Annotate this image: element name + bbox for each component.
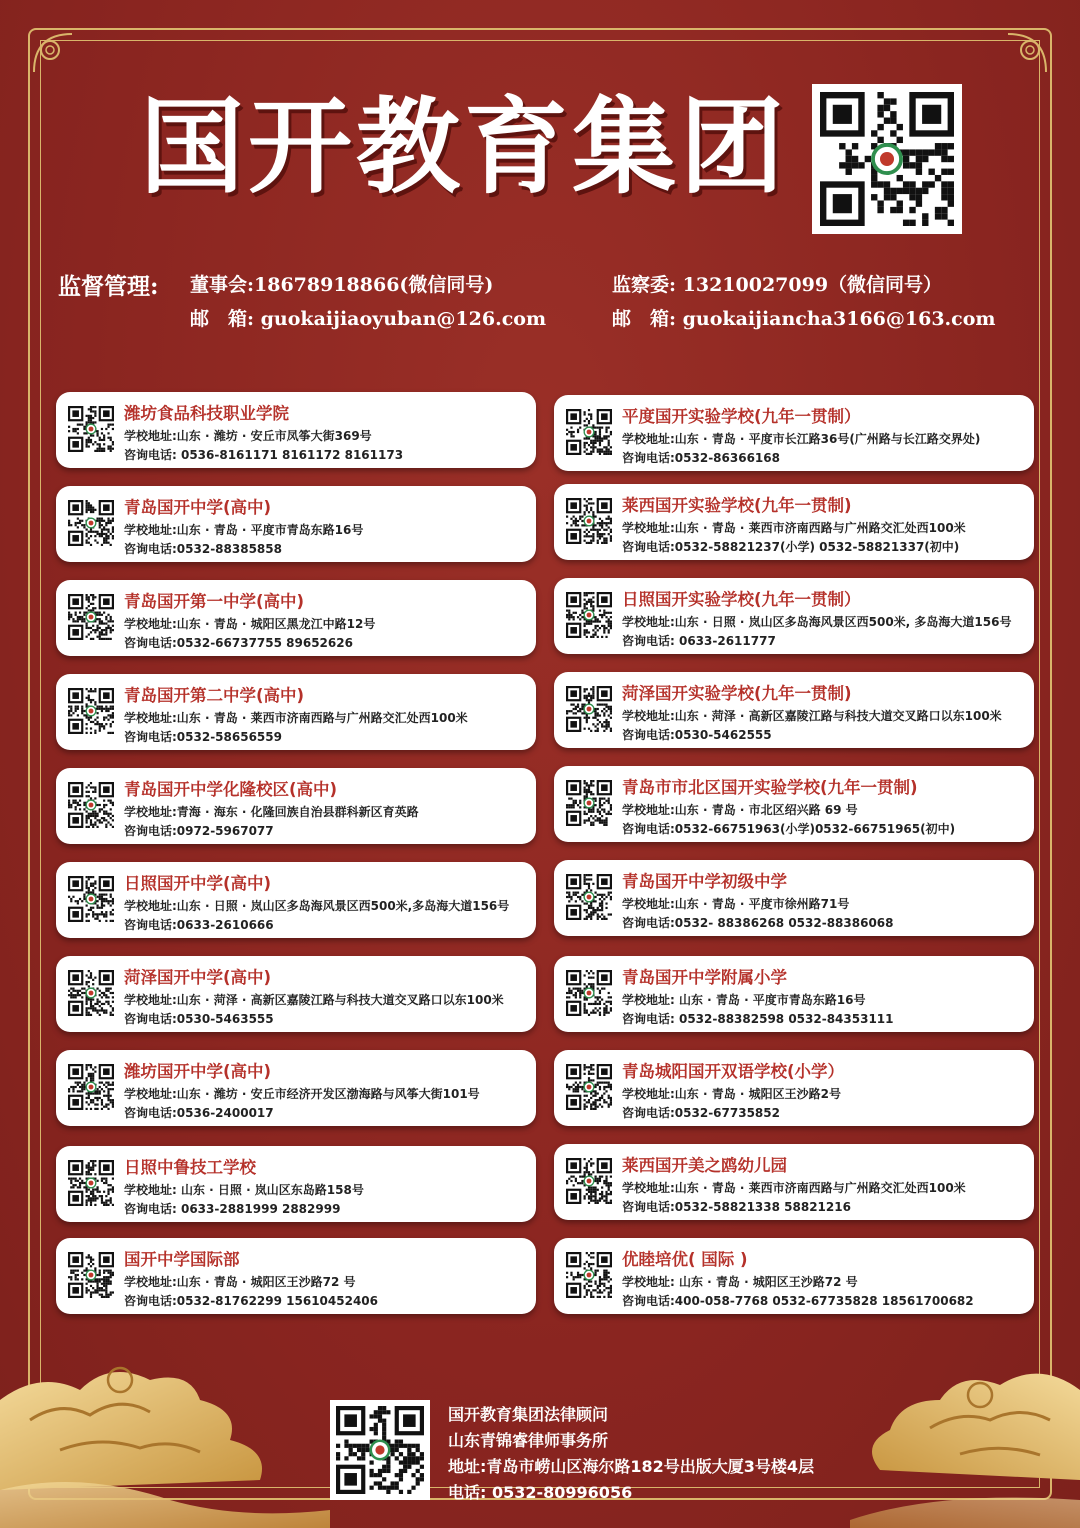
school-card[interactable]	[56, 674, 536, 750]
school-phone: 咨询电话:400-058-7768 0532-67735828 18561700682	[622, 1294, 974, 1308]
school-address: 学校地址:山东 · 日照 · 岚山区多岛海风景区西500米, 多岛海大道156号	[622, 615, 1012, 629]
school-address: 学校地址:山东 · 潍坊 · 安丘市经济开发区渤海路与风筝大街101号	[124, 1087, 480, 1101]
qr-code-icon	[566, 1252, 612, 1298]
qr-code-icon	[68, 970, 114, 1016]
qr-code-icon	[820, 92, 954, 226]
school-name: 青岛城阳国开双语学校(小学）	[622, 1062, 845, 1081]
school-name: 优睦培优( 国际 )	[622, 1250, 748, 1269]
qr-code-icon	[68, 1252, 114, 1298]
school-phone: 咨询电话:0633-2610666	[124, 918, 274, 932]
committee-contact: 监察委: 13210027099（微信同号）	[612, 274, 943, 296]
school-card[interactable]	[554, 672, 1034, 748]
school-phone: 咨询电话:0532- 88386268 0532-88386068	[622, 916, 894, 930]
qr-code-icon	[68, 876, 114, 922]
school-address: 学校地址:山东 · 日照 · 岚山区多岛海风景区西500米,多岛海大道156号	[124, 899, 510, 913]
cloud-ornament-icon	[850, 1350, 1080, 1528]
qr-code-icon	[68, 1160, 114, 1206]
legal-phone: 电话: 0532-80996056	[448, 1483, 633, 1502]
qr-code-icon	[68, 594, 114, 640]
supervision-label: 监督管理:	[58, 273, 159, 300]
school-address: 学校地址:山东 · 菏泽 · 高新区嘉陵江路与科技大道交叉路口以东100米	[622, 709, 1002, 723]
school-name: 青岛国开中学(高中)	[124, 498, 272, 517]
school-name: 莱西国开实验学校(九年一贯制)	[622, 496, 852, 515]
board-contact: 董事会:18678918866(微信同号)	[190, 274, 494, 296]
qr-code-icon	[566, 874, 612, 920]
qr-code-icon	[566, 780, 612, 826]
school-address: 学校地址: 山东 · 日照 · 岚山区东岛路158号	[124, 1183, 364, 1197]
school-card[interactable]	[554, 956, 1034, 1032]
school-name: 青岛市市北区国开实验学校(九年一贯制)	[622, 778, 918, 797]
committee-email: 邮 箱: guokaijiancha3166@163.com	[612, 308, 996, 330]
school-phone: 咨询电话:0532-86366168	[622, 451, 780, 465]
school-name: 国开中学国际部	[124, 1250, 240, 1269]
school-card[interactable]	[56, 580, 536, 656]
school-card[interactable]	[56, 1146, 536, 1222]
school-name: 青岛国开第二中学(高中)	[124, 686, 305, 705]
school-phone: 咨询电话:0532-58821237(小学) 0532-58821337(初中)	[622, 540, 960, 554]
school-card[interactable]	[56, 862, 536, 938]
school-card[interactable]	[56, 956, 536, 1032]
qr-code-icon	[566, 1158, 612, 1204]
school-card[interactable]	[56, 1238, 536, 1314]
school-phone: 咨询电话:0532-81762299 15610452406	[124, 1294, 378, 1308]
school-address: 学校地址:山东 · 青岛 · 莱西市济南西路与广州路交汇处西100米	[622, 1181, 966, 1195]
school-phone: 咨询电话: 0536-8161171 8161172 8161173	[124, 448, 404, 462]
qr-code-icon	[68, 500, 114, 546]
school-name: 菏泽国开中学(高中)	[124, 968, 272, 987]
legal-address: 地址:青岛市崂山区海尔路182号出版大厦3号楼4层	[448, 1457, 815, 1476]
school-card[interactable]	[554, 578, 1034, 654]
school-name: 菏泽国开实验学校(九年一贯制)	[622, 684, 852, 703]
school-card[interactable]	[554, 766, 1034, 842]
school-address: 学校地址:山东 · 青岛 · 莱西市济南西路与广州路交汇处西100米	[124, 711, 468, 725]
school-address: 学校地址:山东 · 青岛 · 莱西市济南西路与广州路交汇处西100米	[622, 521, 966, 535]
school-address: 学校地址:山东 · 青岛 · 平度市长江路36号(广州路与长江路交界处)	[622, 432, 981, 446]
school-name: 青岛国开第一中学(高中)	[124, 592, 305, 611]
cloud-ornament-icon	[0, 1340, 330, 1528]
qr-code-icon	[68, 782, 114, 828]
school-address: 学校地址:山东 · 潍坊 · 安丘市凤筝大街369号	[124, 429, 372, 443]
school-name: 日照国开中学(高中)	[124, 874, 272, 893]
qr-code-icon	[566, 592, 612, 638]
school-card[interactable]	[554, 1238, 1034, 1314]
qr-code-icon	[566, 686, 612, 732]
school-card[interactable]	[56, 1050, 536, 1126]
school-phone: 咨询电话:0532-58656559	[124, 730, 282, 744]
school-card[interactable]	[554, 1144, 1034, 1220]
corner-ornament-icon	[1004, 30, 1050, 76]
qr-code-icon	[566, 1064, 612, 1110]
legal-title: 国开教育集团法律顾问	[448, 1405, 609, 1424]
page-title: 国开教育集团	[140, 86, 789, 208]
qr-code-icon[interactable]	[812, 84, 962, 234]
school-card[interactable]	[554, 484, 1034, 560]
school-name: 潍坊国开中学(高中)	[124, 1062, 272, 1081]
school-address: 学校地址:山东 · 青岛 · 城阳区王沙路2号	[622, 1087, 841, 1101]
school-phone: 咨询电话:0530-5463555	[124, 1012, 274, 1026]
qr-code-icon	[68, 406, 114, 452]
school-name: 莱西国开美之鸥幼儿园	[622, 1156, 787, 1175]
qr-code-icon	[566, 409, 612, 455]
school-phone: 咨询电话:0532-67735852	[622, 1106, 780, 1120]
school-phone: 咨询电话:0972-5967077	[124, 824, 274, 838]
school-card[interactable]	[554, 395, 1034, 471]
law-firm: 山东青锦睿律师事务所	[448, 1431, 609, 1450]
school-name: 日照中鲁技工学校	[124, 1158, 256, 1177]
school-address: 学校地址:山东 · 青岛 · 平度市徐州路71号	[622, 897, 850, 911]
school-address: 学校地址: 山东 · 青岛 · 平度市青岛东路16号	[622, 993, 866, 1007]
school-card[interactable]	[554, 860, 1034, 936]
school-card[interactable]	[56, 392, 536, 468]
qr-code-icon	[566, 970, 612, 1016]
school-phone: 咨询电话:0532-66751963(小学)0532-66751965(初中)	[622, 822, 956, 836]
qr-code-icon[interactable]	[330, 1400, 430, 1500]
school-phone: 咨询电话:0532-66737755 89652626	[124, 636, 353, 650]
school-phone: 咨询电话: 0532-88382598 0532-84353111	[622, 1012, 894, 1026]
school-card[interactable]	[554, 1050, 1034, 1126]
school-phone: 咨询电话:0536-2400017	[124, 1106, 274, 1120]
qr-code-icon	[566, 498, 612, 544]
school-phone: 咨询电话:0532-88385858	[124, 542, 282, 556]
school-address: 学校地址:山东 · 青岛 · 城阳区黑龙江中路12号	[124, 617, 376, 631]
school-name: 平度国开实验学校(九年一贯制）	[622, 407, 861, 426]
school-address: 学校地址:山东 · 菏泽 · 高新区嘉陵江路与科技大道交叉路口以东100米	[124, 993, 504, 1007]
school-card[interactable]	[56, 768, 536, 844]
school-address: 学校地址: 山东 · 青岛 · 城阳区王沙路72 号	[622, 1275, 858, 1289]
school-address: 学校地址:山东 · 青岛 · 城阳区王沙路72 号	[124, 1275, 356, 1289]
school-phone: 咨询电话: 0633-2611777	[622, 634, 776, 648]
corner-ornament-icon	[30, 30, 76, 76]
school-name: 青岛国开中学附属小学	[622, 968, 787, 987]
school-phone: 咨询电话: 0633-2881999 2882999	[124, 1202, 341, 1216]
qr-code-icon	[336, 1406, 424, 1494]
school-address: 学校地址:山东 · 青岛 · 平度市青岛东路16号	[124, 523, 364, 537]
school-name: 青岛国开中学化隆校区(高中)	[124, 780, 338, 799]
school-address: 学校地址:山东 · 青岛 · 市北区绍兴路 69 号	[622, 803, 858, 817]
school-card[interactable]	[56, 486, 536, 562]
board-email: 邮 箱: guokaijiaoyuban@126.com	[190, 308, 547, 330]
school-name: 日照国开实验学校(九年一贯制）	[622, 590, 861, 609]
school-address: 学校地址:青海 · 海东 · 化隆回族自治县群科新区育英路	[124, 805, 419, 819]
school-phone: 咨询电话:0530-5462555	[622, 728, 772, 742]
qr-code-icon	[68, 688, 114, 734]
school-name: 潍坊食品科技职业学院	[124, 404, 289, 423]
qr-code-icon	[68, 1064, 114, 1110]
school-name: 青岛国开中学初级中学	[622, 872, 787, 891]
school-phone: 咨询电话:0532-58821338 58821216	[622, 1200, 851, 1214]
